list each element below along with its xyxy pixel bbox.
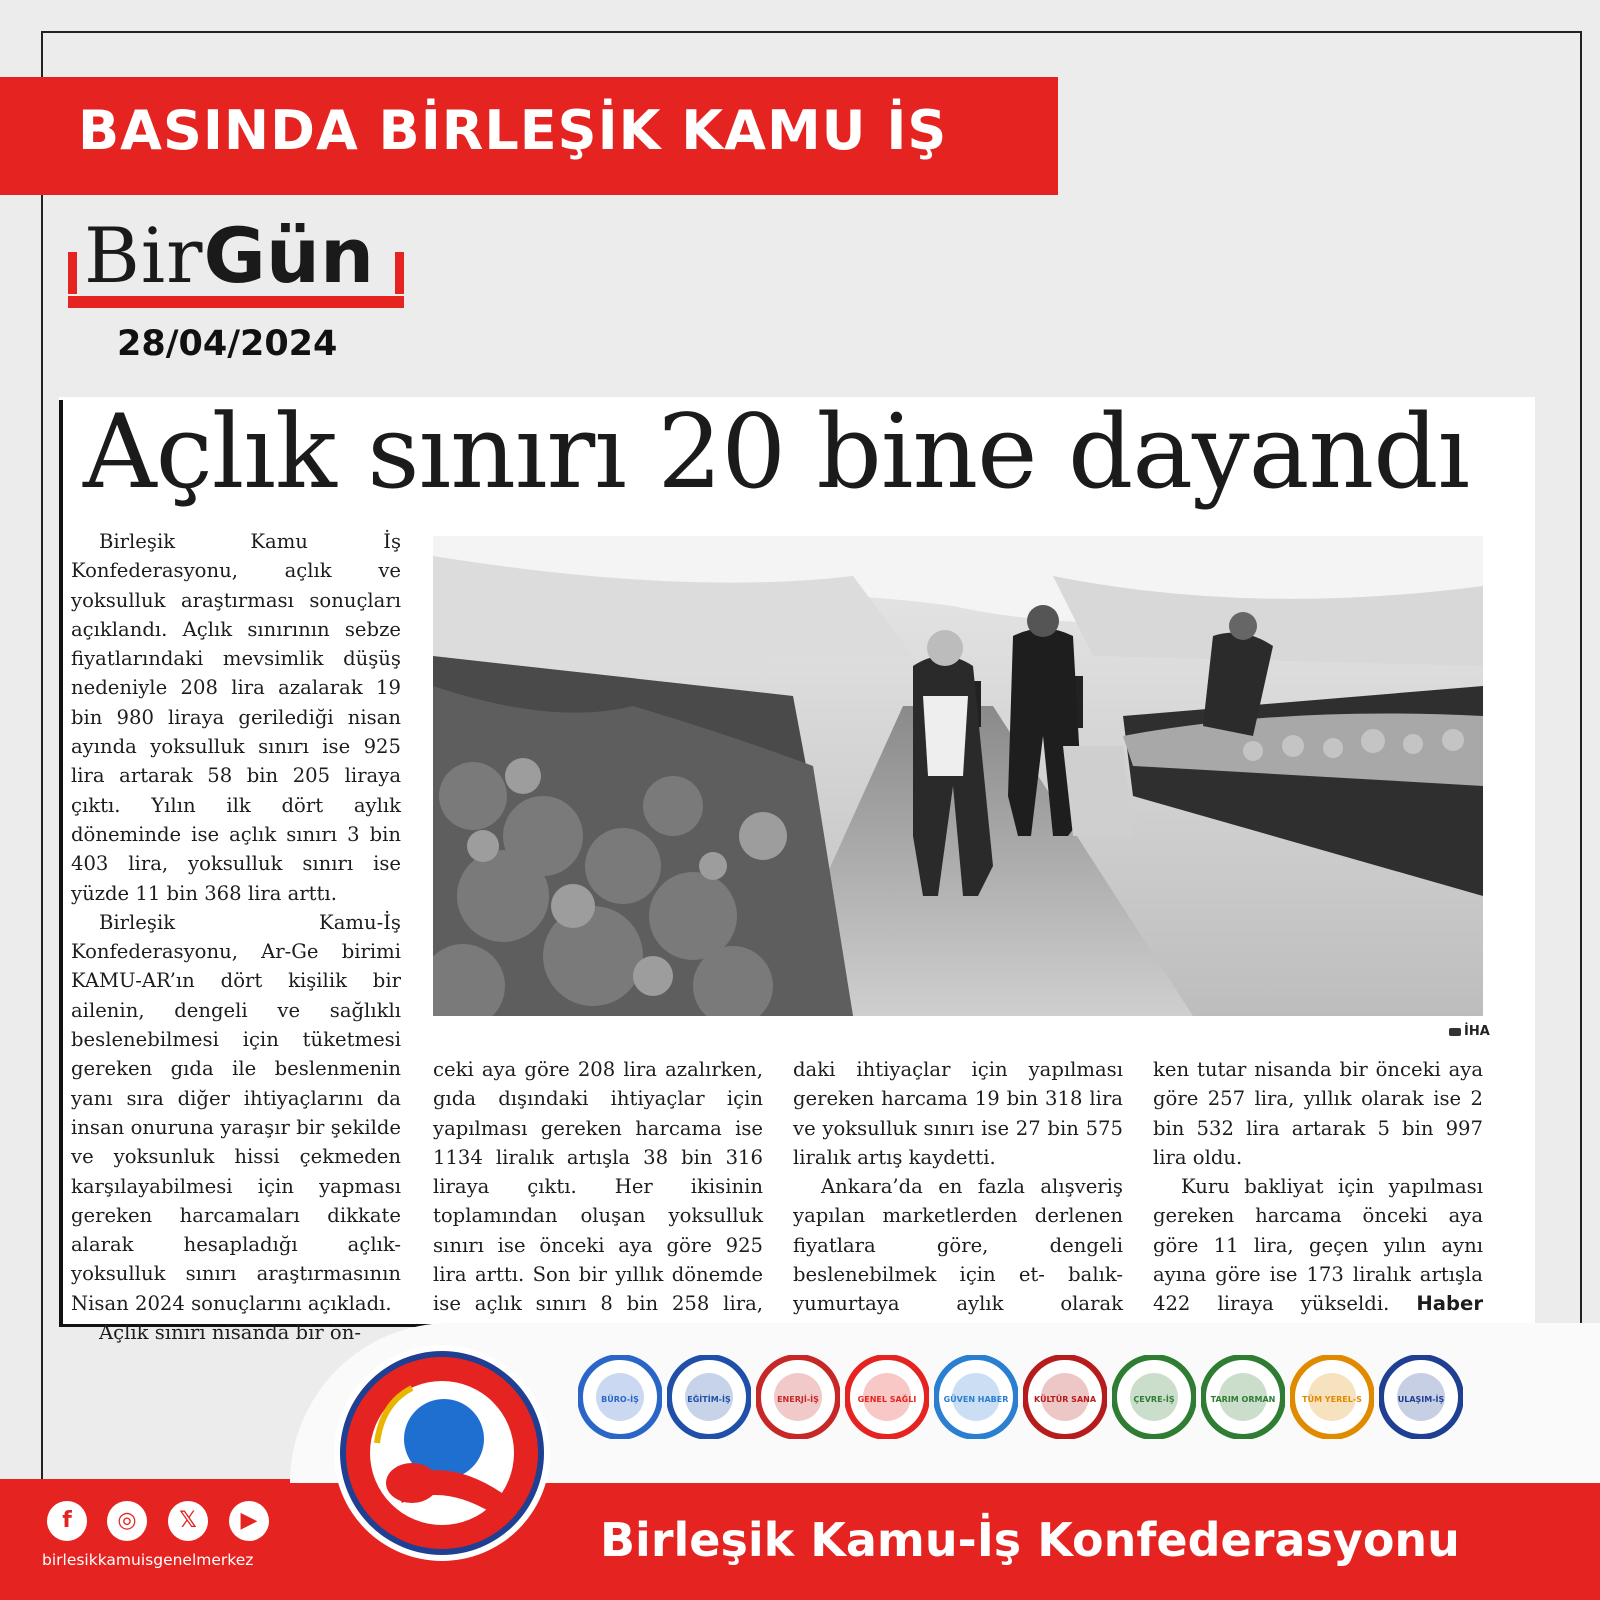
article-column-4 — [1153, 1055, 1483, 1348]
paragraph: daki ihtiyaçlar için yapılması gereken harcama 19 bin 318 lira ve yoksulluk sınırı ise 27 bin 575 liralık artış kaydetti. — [793, 1058, 1123, 1169]
article-column-3 — [793, 1055, 1123, 1348]
svg-text:BÜRO-İŞ: BÜRO-İŞ — [601, 1395, 639, 1404]
social-handle[interactable]: birlesikkamuisgenelmerkez — [42, 1551, 254, 1569]
union-logo — [1201, 1355, 1285, 1439]
union-logo — [667, 1355, 751, 1439]
logo-part-1: Bir — [84, 211, 204, 300]
newspaper-logo — [66, 211, 406, 314]
union-logo — [578, 1355, 662, 1439]
svg-text:ENERJİ-İŞ: ENERJİ-İŞ — [777, 1395, 819, 1404]
paragraph: Açlık sınırı nisanda bir ön- — [99, 1321, 361, 1345]
svg-text:TÜM YEREL-S: TÜM YEREL-S — [1302, 1395, 1362, 1404]
newspaper-clipping — [59, 393, 1535, 1345]
byline: Haber — [1416, 1292, 1483, 1316]
union-logo — [1379, 1355, 1463, 1439]
x-icon[interactable]: 𝕏 — [168, 1501, 208, 1541]
article-column-2 — [433, 1055, 763, 1348]
instagram-icon[interactable]: ◎ — [107, 1501, 147, 1541]
publication-date: 28/04/2024 — [117, 324, 338, 364]
svg-text:GENEL SAĞLI: GENEL SAĞLI — [857, 1395, 917, 1404]
paragraph: Kuru bakliyat için yapılması gereken harcama önceki aya göre 11 lira, geçen yılın aynı ayına göre ise 173 liralık artışla 422 liraya yükseldi. Haber — [1153, 1172, 1483, 1348]
article-column-1 — [71, 527, 401, 1347]
svg-text:TARIM ORMAN: TARIM ORMAN — [1210, 1395, 1276, 1404]
headline: Açlık sınırı 20 bine dayandı — [83, 393, 1470, 512]
header-banner — [0, 77, 1058, 195]
camera-icon — [1449, 1028, 1461, 1036]
market-photo — [433, 536, 1483, 1016]
paragraph: ken tutar nisanda bir önceki aya göre 257 lira, yıllık olarak ise 2 bin 532 lira artarak 5 bin 997 lira oldu. — [1153, 1058, 1483, 1169]
union-logo — [1290, 1355, 1374, 1439]
paragraph: Birleşik Kamu İş Konfederasyonu, açlık ve yoksulluk araştırması sonuçları açıklandı. Açlık sınırının sebze fiyatlarındaki mevsimlik düşüş nedeniyle 208 lira azalarak 19 bin 980 liraya gerilediği nisan ayında yoksulluk sınırı ise 925 lira artarak 58 bin 205 liraya çıktı. Yılın ilk dört aylık döneminde ise açlık sınırı 3 bin 403 lira, yoksulluk sınırı ise yüzde 11 bin 368 lira arttı. — [71, 530, 401, 905]
union-logo — [1023, 1355, 1107, 1439]
paragraph: ceki aya göre 208 lira azalırken, gıda dışındaki ihtiyaçlar için yapılması gereken harcama ise 1134 liralık artışla 38 bin 316 liraya çıktı. Her ikisinin toplamından oluşan yoksulluk sınırı ise önceki aya göre 925 lira arttı. Son bir yıllık dönemde ise açlık sınırı 8 bin 258 lira, — [433, 1058, 763, 1316]
photo-credit: İHA — [1449, 1024, 1490, 1039]
paragraph: Ankara’da en fazla alışveriş yapılan marketlerden derlenen fiyatlara göre, dengeli beslenebilmek için et- balık- yumurtaya aylık olarak — [793, 1175, 1123, 1316]
svg-text:EĞİTİM-İŞ: EĞİTİM-İŞ — [687, 1395, 731, 1404]
logo-part-2: Gün — [203, 211, 375, 300]
youtube-icon[interactable]: ▶ — [229, 1501, 269, 1541]
union-logo — [1112, 1355, 1196, 1439]
union-logo — [756, 1355, 840, 1439]
svg-text:GÜVEN HABER: GÜVEN HABER — [943, 1395, 1009, 1404]
union-logo — [845, 1355, 929, 1439]
confederation-emblem — [332, 1343, 552, 1563]
union-logo — [934, 1355, 1018, 1439]
svg-text:ULAŞIM-İŞ: ULAŞIM-İŞ — [1397, 1395, 1445, 1404]
facebook-icon[interactable]: f — [47, 1501, 87, 1541]
footer-organization: Birleşik Kamu-İş Konfederasyonu — [600, 1513, 1460, 1567]
banner-title: BASINDA BİRLEŞİK KAMU İŞ — [78, 99, 948, 162]
paragraph: Birleşik Kamu-İş Konfederasyonu, Ar-Ge birimi KAMU-AR’ın dört kişilik bir ailenin, dengeli ve sağlıklı beslenebilmesi için tüketmesi gereken gıda ile beslenmenin yanı sıra diğer ihtiyaçlarını da insan onuruna yaraşır bir şekilde ve yoksunluk hissi çekmeden karşılayabilmesi için yapması gereken harcamaları dikkate alarak hesapladığı açlık-yoksulluk sınırı araştırmasının Nisan 2024 sonuçlarını açıkladı. — [71, 910, 401, 1315]
svg-text:KÜLTÜR SANA: KÜLTÜR SANA — [1033, 1395, 1097, 1404]
svg-text:ÇEVRE-İŞ: ÇEVRE-İŞ — [1133, 1395, 1175, 1404]
